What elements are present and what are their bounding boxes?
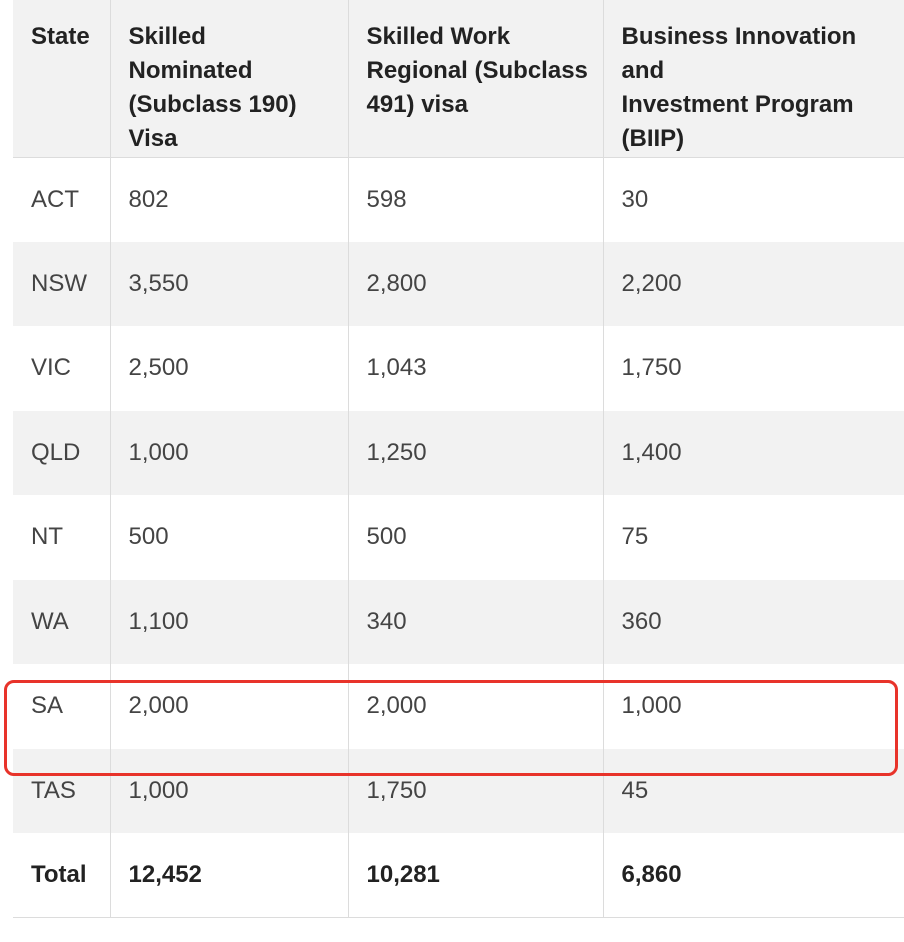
cell-biip: 360 <box>603 580 904 665</box>
cell-biip: 1,400 <box>603 411 904 496</box>
cell-190: 802 <box>110 157 348 242</box>
header-subclass-491 <box>348 0 603 157</box>
header-190-line-4: Visa <box>128 125 178 152</box>
cell-state: ACT <box>13 157 110 242</box>
cell-biip: 45 <box>603 749 904 834</box>
table-header <box>13 0 904 157</box>
cell-491: 500 <box>348 495 603 580</box>
cell-190: 2,000 <box>110 664 348 749</box>
cell-state: WA <box>13 580 110 665</box>
cell-state: SA <box>13 664 110 749</box>
header-state <box>13 0 110 157</box>
header-biip-line-2: Investment Program <box>621 91 854 118</box>
cell-state: QLD <box>13 411 110 496</box>
header-491-line-2: Regional (Subclass <box>366 57 588 84</box>
cell-total-190: 12,452 <box>110 833 348 918</box>
table-row-wa <box>13 580 904 665</box>
cell-state: NSW <box>13 242 110 327</box>
cell-190: 1,100 <box>110 580 348 665</box>
cell-total-biip: 6,860 <box>603 833 904 918</box>
cell-491: 1,750 <box>348 749 603 834</box>
header-491-line-3: 491) visa <box>366 91 468 118</box>
table-row-tas <box>13 749 904 834</box>
table-row-nsw <box>13 242 904 327</box>
cell-biip: 75 <box>603 495 904 580</box>
cell-491: 1,043 <box>348 326 603 411</box>
cell-biip: 30 <box>603 157 904 242</box>
table-row-qld <box>13 411 904 496</box>
cell-state: TAS <box>13 749 110 834</box>
cell-190: 1,000 <box>110 749 348 834</box>
cell-491: 2,000 <box>348 664 603 749</box>
header-biip <box>603 0 904 157</box>
table-row-act <box>13 157 904 242</box>
cell-total-491: 10,281 <box>348 833 603 918</box>
header-biip-line-3: (BIIP) <box>621 125 685 152</box>
table-body <box>13 157 904 918</box>
header-state-line: State <box>31 23 90 50</box>
cell-190: 2,500 <box>110 326 348 411</box>
table-row-total <box>13 833 904 918</box>
table-row-nt <box>13 495 904 580</box>
header-190-line-2: Nominated <box>128 57 253 84</box>
header-491-line-1: Skilled Work <box>366 23 511 50</box>
cell-state: VIC <box>13 326 110 411</box>
visa-allocation-table-container <box>13 0 904 918</box>
header-biip-line-1: Business Innovation and <box>621 23 857 84</box>
cell-190: 3,550 <box>110 242 348 327</box>
cell-491: 1,250 <box>348 411 603 496</box>
header-subclass-190 <box>110 0 348 157</box>
table-row-vic <box>13 326 904 411</box>
cell-491: 340 <box>348 580 603 665</box>
header-190-line-3: (Subclass 190) <box>128 91 297 118</box>
cell-190: 500 <box>110 495 348 580</box>
cell-total-label: Total <box>13 833 110 918</box>
cell-491: 598 <box>348 157 603 242</box>
visa-allocation-table <box>13 0 904 918</box>
cell-biip: 1,750 <box>603 326 904 411</box>
cell-491: 2,800 <box>348 242 603 327</box>
cell-190: 1,000 <box>110 411 348 496</box>
table-row-sa <box>13 664 904 749</box>
cell-state: NT <box>13 495 110 580</box>
header-row <box>13 0 904 157</box>
cell-biip: 1,000 <box>603 664 904 749</box>
cell-biip: 2,200 <box>603 242 904 327</box>
header-190-line-1: Skilled <box>128 23 206 50</box>
